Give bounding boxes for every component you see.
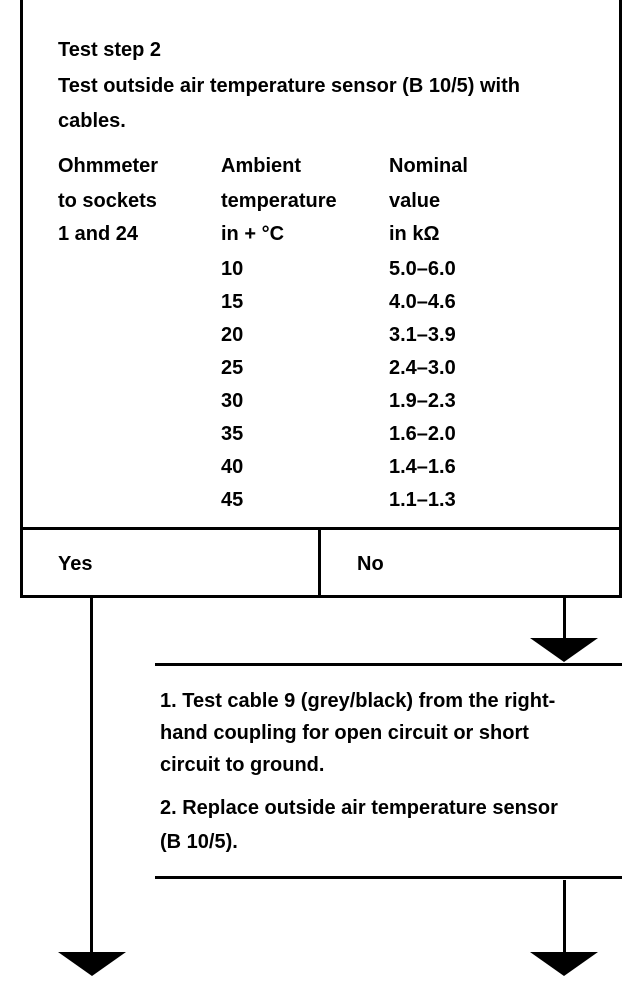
temp-cell: 20 (221, 324, 244, 346)
temp-cell: 10 (221, 258, 244, 280)
action-exit-arrowhead-icon (530, 952, 598, 976)
col2-header-line-1: Ambient (221, 155, 301, 177)
col1-header-line-3: 1 and 24 (58, 223, 139, 245)
value-cell: 1.4–1.6 (389, 456, 456, 478)
action-box-top-line (155, 663, 622, 666)
temp-cell: 40 (221, 456, 244, 478)
temp-cell: 15 (221, 291, 244, 313)
value-cell: 1.1–1.3 (389, 489, 456, 511)
temp-cell: 30 (221, 390, 244, 412)
action-item-1-line-2: hand coupling for open circuit or short (160, 722, 529, 744)
value-cell: 3.1–3.9 (389, 324, 456, 346)
action-item-1-line-3: circuit to ground. (160, 754, 325, 776)
value-cell: 1.9–2.3 (389, 390, 456, 412)
temp-cell: 45 (221, 489, 244, 511)
col3-header-line-3: in kΩ (389, 223, 440, 245)
temp-cell: 25 (221, 357, 244, 379)
action-item-1-line-1: 1. Test cable 9 (grey/black) from the right- (160, 690, 556, 712)
test-step-title: Test step 2 (58, 39, 161, 61)
temp-cell: 35 (221, 423, 244, 445)
action-item-2-line-2: (B 10/5). (160, 831, 238, 853)
test-step-description-line-2: cables. (58, 110, 126, 132)
col1-header-line-1: Ohmmeter (58, 155, 159, 177)
no-branch-label: No (357, 553, 384, 575)
test-step-description-line-1: Test outside air temperature sensor (B 10/5) with (58, 75, 520, 97)
no-branch-arrowhead-icon (530, 638, 598, 662)
col3-header-line-1: Nominal (389, 155, 468, 177)
value-cell: 1.6–2.0 (389, 423, 456, 445)
action-item-2-line-1: 2. Replace outside air temperature sensor (160, 797, 558, 819)
yes-exit-arrowhead-icon (58, 952, 126, 976)
value-cell: 4.0–4.6 (389, 291, 456, 313)
col3-header-line-2: value (389, 190, 441, 212)
value-cell: 5.0–6.0 (389, 258, 456, 280)
value-cell: 2.4–3.0 (389, 357, 456, 379)
action-box-bottom-line (155, 876, 622, 879)
yes-branch-label: Yes (58, 553, 93, 575)
col1-header-line-2: to sockets (58, 190, 157, 212)
col2-header-line-2: temperature (221, 190, 337, 212)
col2-header-line-3: in + °C (221, 223, 285, 245)
